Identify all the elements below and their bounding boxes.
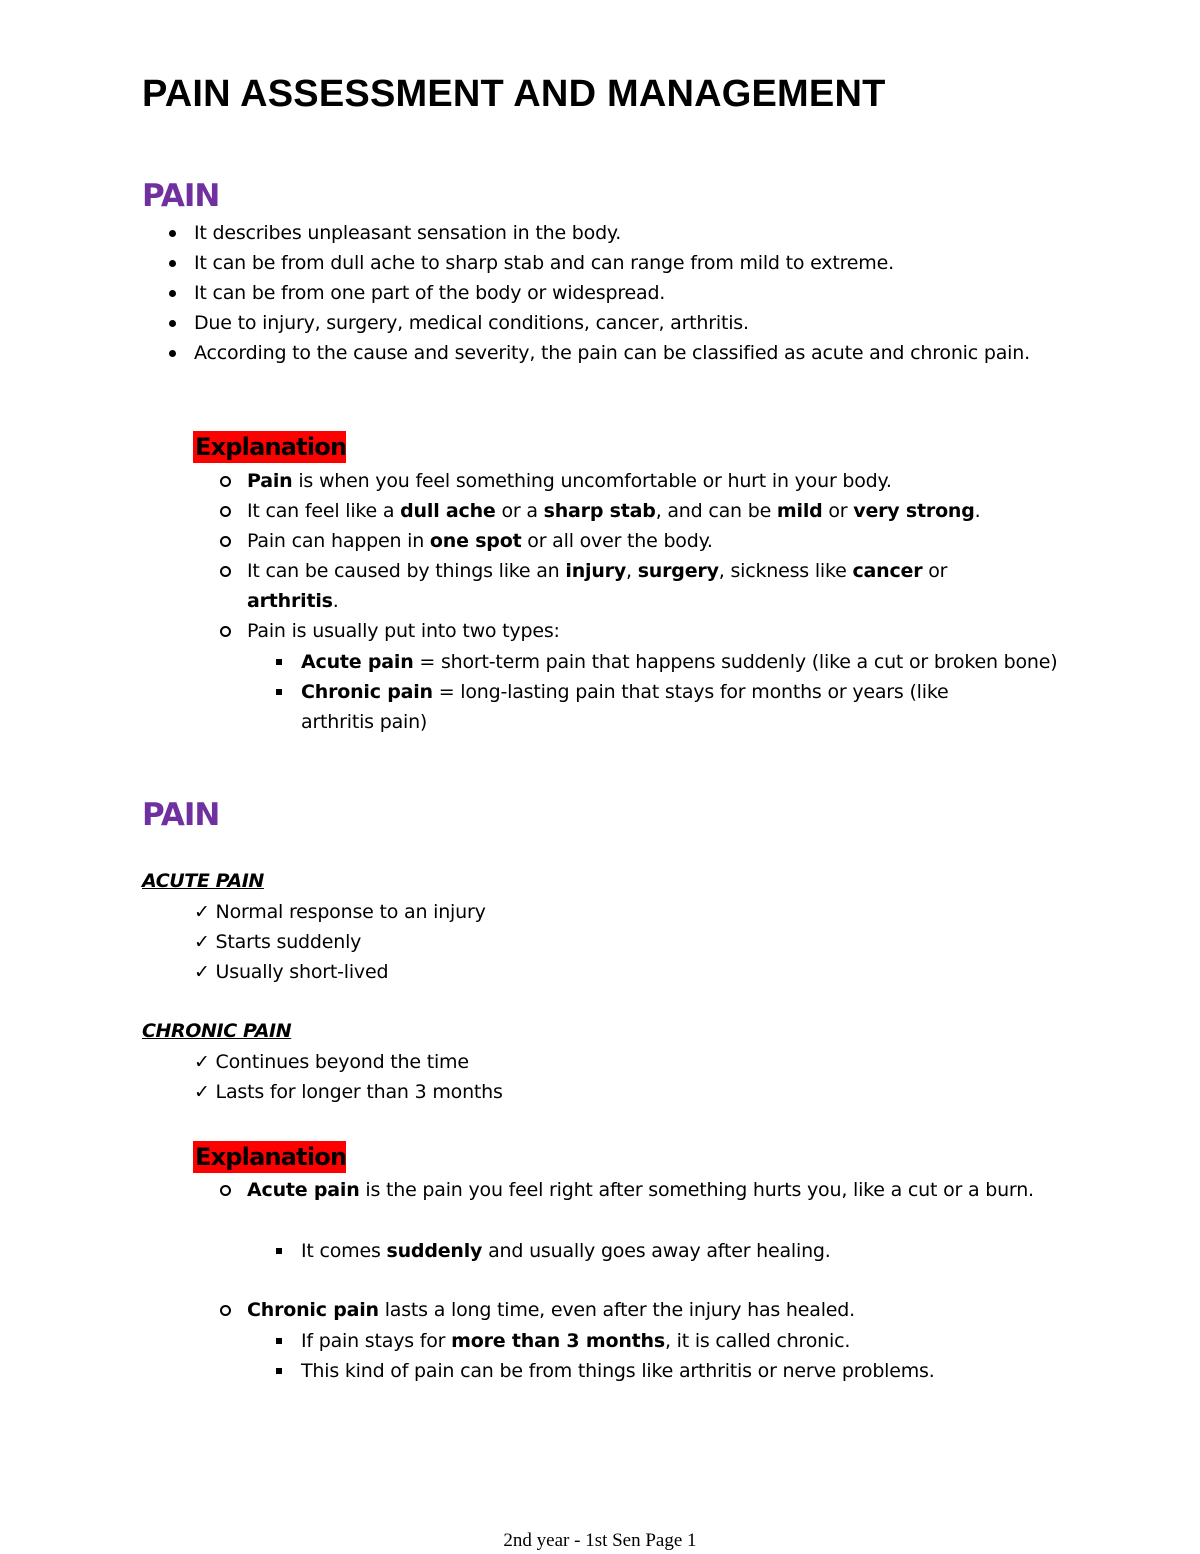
- list-item: If pain stays for more than 3 months, it is called chronic.: [301, 1326, 1061, 1356]
- list-item: Acute pain = short-term pain that happens suddenly (like a cut or broken bone): [301, 647, 1061, 677]
- list-item: Chronic pain lasts a long time, even after the injury has healed.: [247, 1295, 1047, 1325]
- explanation-list: [247, 1175, 1047, 1205]
- explanation-list: [247, 466, 1047, 646]
- list-item: This kind of pain can be from things like arthritis or nerve problems.: [301, 1356, 1061, 1386]
- list-item: ✓ Starts suddenly: [194, 931, 362, 953]
- list-item: Due to injury, surgery, medical conditions, cancer, arthritis.: [194, 308, 1054, 338]
- acute-detail-list: [301, 1236, 1061, 1266]
- acute-pain-list: [194, 897, 486, 987]
- chronic-detail-list: [301, 1326, 1061, 1386]
- list-item: It can be caused by things like an injury, surgery, sickness like cancer or arthritis.: [247, 556, 1007, 616]
- list-item: According to the cause and severity, the pain can be classified as acute and chronic pain.: [194, 338, 1054, 368]
- pain-definition-list: [194, 218, 1054, 368]
- list-item: ✓ Continues beyond the time: [194, 1051, 469, 1073]
- list-item: Pain can happen in one spot or all over the body.: [247, 526, 1047, 556]
- section-heading-pain: PAIN: [142, 178, 220, 214]
- list-item: It can feel like a dull ache or a sharp stab, and can be mild or very strong.: [247, 496, 1047, 526]
- page-footer: 2nd year - 1st Sen Page 1: [503, 1530, 697, 1551]
- list-item: It comes suddenly and usually goes away after healing.: [301, 1236, 1061, 1266]
- list-item: It describes unpleasant sensation in the body.: [194, 218, 1054, 248]
- explanation-label: Explanation: [195, 1143, 347, 1171]
- document-title: PAIN ASSESSMENT AND MANAGEMENT: [142, 73, 886, 115]
- list-item: ✓ Lasts for longer than 3 months: [194, 1081, 503, 1103]
- pain-types-list: [301, 647, 1061, 737]
- list-item: Pain is usually put into two types:: [247, 616, 1047, 646]
- list-item: ✓ Normal response to an injury: [194, 901, 486, 923]
- list-item: Pain is when you feel something uncomfortable or hurt in your body.: [247, 466, 1047, 496]
- list-item: ✓ Usually short-lived: [194, 961, 389, 983]
- explanation-list: [247, 1295, 1047, 1325]
- explanation-label: Explanation: [195, 433, 347, 461]
- list-item: It can be from dull ache to sharp stab and can range from mild to extreme.: [194, 248, 1054, 278]
- chronic-pain-heading: CHRONIC PAIN: [142, 1020, 292, 1042]
- section-heading-pain: PAIN: [142, 797, 220, 833]
- list-item: Chronic pain = long-lasting pain that stays for months or years (like arthritis pain): [301, 677, 1001, 737]
- list-item: It can be from one part of the body or widespread.: [194, 278, 1054, 308]
- chronic-pain-list: [194, 1047, 503, 1107]
- acute-pain-heading: ACUTE PAIN: [142, 870, 264, 892]
- list-item: Acute pain is the pain you feel right after something hurts you, like a cut or a burn.: [247, 1175, 1047, 1205]
